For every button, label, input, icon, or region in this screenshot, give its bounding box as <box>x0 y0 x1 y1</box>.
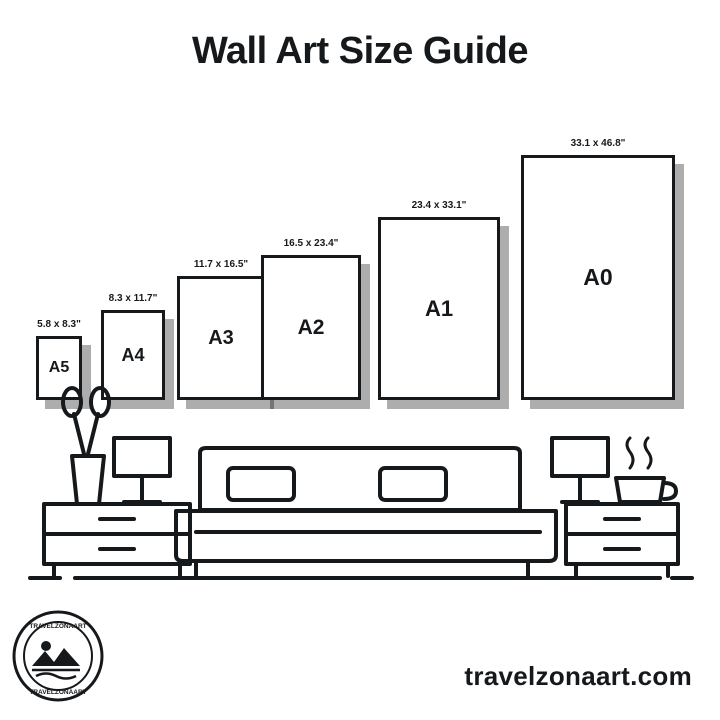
poster-item-a0 <box>521 137 675 400</box>
poster-size-label: A1 <box>424 295 454 321</box>
bedroom-illustration <box>0 380 720 605</box>
poster-size-label: A3 <box>208 326 234 349</box>
poster-item-a3 <box>177 258 265 400</box>
left-table-lamp <box>114 438 170 502</box>
mountain-sun-icon <box>32 641 80 679</box>
coffee-cup <box>616 438 676 502</box>
poster-size-label: A0 <box>583 264 613 290</box>
vase-with-flowers <box>63 388 109 504</box>
bed-with-headboard-and-pillows <box>176 448 556 576</box>
poster-dimensions-label: 8.3 x 11.7" <box>108 293 158 304</box>
poster-item-a1 <box>378 199 500 400</box>
poster-size-label: A5 <box>48 359 70 376</box>
brand-logo <box>12 610 104 702</box>
right-nightstand <box>566 504 678 576</box>
poster-dimensions-label: 16.5 x 23.4" <box>283 238 339 249</box>
poster-size-label: A2 <box>297 315 325 339</box>
poster-dimensions-label: 33.1 x 46.8" <box>570 138 626 149</box>
right-table-lamp <box>552 438 608 502</box>
poster-frame[interactable] <box>261 255 361 400</box>
poster-dimensions-label: 11.7 x 16.5" <box>193 259 249 270</box>
poster-size-label: A4 <box>121 344 145 365</box>
poster-item-a2 <box>261 237 361 400</box>
page-title: Wall Art Size Guide <box>191 30 529 72</box>
poster-size-row <box>0 110 720 400</box>
poster-frame[interactable] <box>378 217 500 400</box>
left-nightstand <box>44 504 190 576</box>
poster-dimensions-label: 5.8 x 8.3" <box>37 319 81 330</box>
poster-frame[interactable] <box>521 155 675 400</box>
logo-text-top: TRAVELZONAART <box>29 623 87 630</box>
logo-text-bottom: TRAVELZONAART <box>29 689 87 696</box>
website-url[interactable]: travelzonaart.com <box>464 661 692 691</box>
poster-dimensions-label: 23.4 x 33.1" <box>411 200 467 211</box>
